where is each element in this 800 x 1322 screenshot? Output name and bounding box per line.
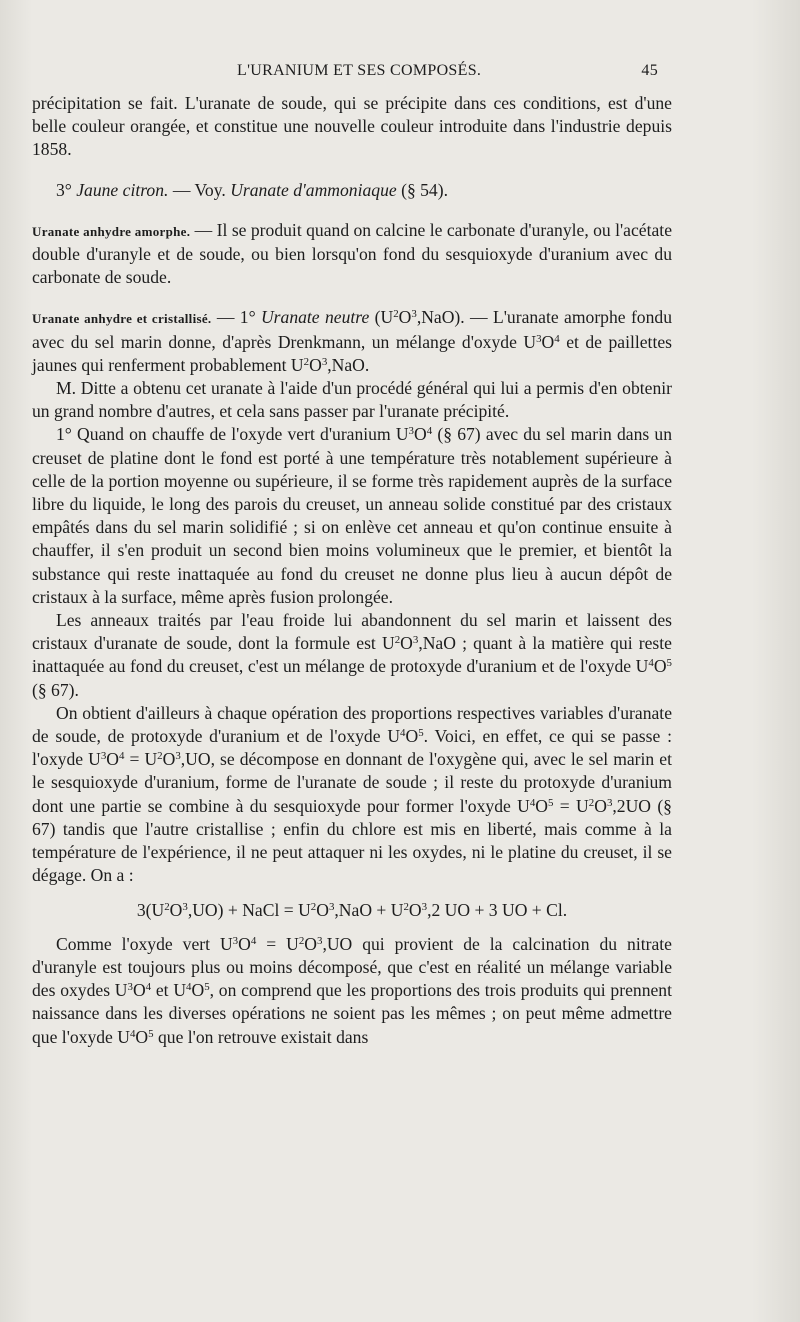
- paragraph-proportions: On obtient d'ailleurs à chaque opération des proportions respectives variables d'uranate de soude, de protoxyde d'uranium et de l'oxyde $U^4O^5$. Voici, en effet, ce qui se passe : l'oxyde $U^3O^4 = U^2O^3,UO$, se décompose en donnant de l'oxygène qui, avec le sel marin et le sesquioxyde d'uranium, forme de l'uranate de soude ; il reste du protoxyde d'uranium dont une partie se combine à du sesquioxyde pour former l'oxyde $U^4O^5 = U^2O^3,2UO$ (§ 67) tandis que l'autre cristallise ; enfin du chlore est mis en liberté, mais comme à la température de l'expérience, il ne peut attaquer ni les oxydes, ni le platine du creuset, il se dégage. On a :: [32, 702, 672, 886]
- paragraph-continuation: précipitation se fait. L'uranate de soude, qui se précipite dans ces conditions, est d'une belle couleur orangée, et constitue une nouvelle couleur introduite dans l'industrie depuis 1858.: [32, 93, 672, 160]
- paragraph-uranate-cristallise: Uranate anhydre et cristallisé. — 1° Uranate neutre $(U^2O^3,NaO)$. — L'uranate amorphe fondu avec du sel marin donne, d'après Drenkmann, un mélange d'oxyde $U^3O^4$ et de paillettes jaunes qui renferment probablement $U^2O^3,NaO$.: [32, 307, 672, 375]
- running-title: L'URANIUM ET SES COMPOSÉS.: [237, 62, 482, 79]
- paragraph-procede: 1° Quand on chauffe de l'oxyde vert d'uranium $U^3O^4$ (§ 67) avec du sel marin dans un creuset de platine dont le fond est porté à une température très notablement supérieure à celle de la portion moyenne ou supérieure, il se forme très rapidement auprès de la surface libre du liquide, le long des parois du creuset, un anneau solide constitué par des cristaux empâtés dans du sel marin solidifié ; si on enlève cet anneau et qu'on continue ensuite à chauffer, il s'en produit un second bien moins volumineux que le premier, et bientôt la substance qui reste inattaquée au fond du creuset ne donne plus lieu à aucun dépôt de cristaux à la surface, même après fusion prolongée.: [32, 424, 672, 607]
- paragraph-uranate-amorphe: Uranate anhydre amorphe. — Il se produit quand on calcine le carbonate d'uranyle, ou l'acétate double d'uranyle et de soude, ou bien lorsqu'on fond du sesquioxyde d'uranium avec du carbonate de soude.: [32, 219, 672, 288]
- paragraph-ditte: M. Ditte a obtenu cet uranate à l'aide d'un procédé général qui lui a permis d'en obtenir un grand nombre d'autres, et cela sans passer par l'uranate précipité.: [32, 378, 672, 422]
- paragraph-jaune-citron: 3° Jaune citron. — Voy. Uranate d'ammoniaque (§ 54).: [56, 179, 448, 200]
- section-heading: Uranate anhydre amorphe.: [32, 223, 191, 239]
- chemical-equation: $3(U^2O^3,UO)$ + NaCl = $U^2O^3,NaO + U^2O^3,2$ UO + 3 UO + Cl.: [136, 899, 568, 920]
- paragraph-anneaux: Les anneaux traités par l'eau froide lui abandonnent du sel marin et laissent des cristaux d'uranate de soude, dont la formule est $U^2O^3,NaO$ ; quant à la matière qui reste inattaquée au fond du creuset, c'est un mélange de protoxyde d'uranium et de l'oxyde $U^4O^5$ (§ 67).: [32, 610, 672, 700]
- page-body: [32, 92, 672, 1049]
- paragraph-oxyde-vert: Comme l'oxyde vert $U^3O^4 = U^2O^3,UO$ qui provient de la calcination du nitrate d'uranyle est toujours plus ou moins décomposé, que c'est en réalité un mélange variable des oxydes $U^3O^4$ et $U^4O^5$, on comprend que les proportions des trois produits qui prennent naissance dans les diverses opérations ne soient pas les mêmes ; on peut même admettre que l'oxyde $U^4O^5$ que l'on retrouve existait dans: [32, 933, 672, 1047]
- page-number: 45: [641, 62, 658, 79]
- section-heading: Uranate anhydre et cristallisé.: [32, 311, 212, 327]
